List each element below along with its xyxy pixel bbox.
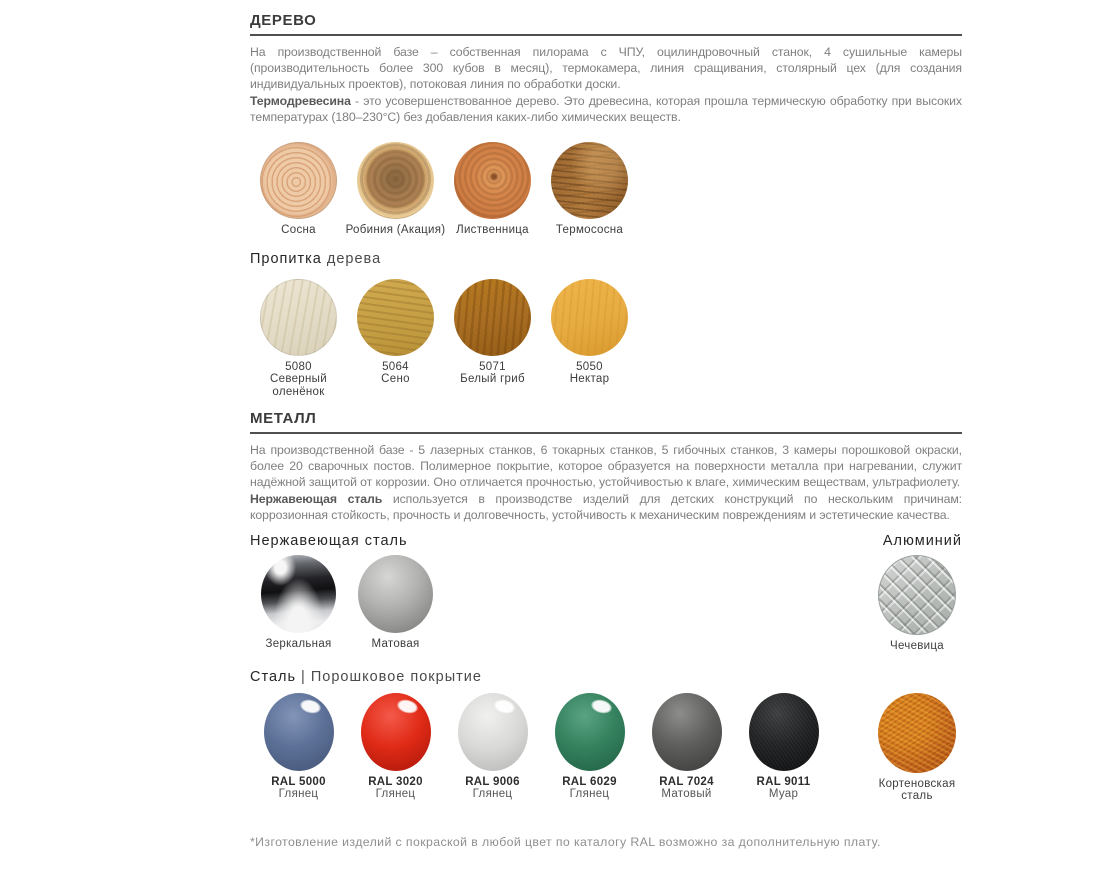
wood-description-block — [250, 44, 962, 125]
impregnation-5080-image — [260, 279, 337, 356]
wood-description: На производственной базе – собственная пилорама с ЧПУ, оцилиндровочный станок, 4 сушильные камеры (производительность более 300 кубов в месяц), термокамера, линия сращивания, столярный цех (для создания индивидуальных проектов), потоковая линия по обработки доски. — [250, 45, 962, 92]
ral-finish: Глянец — [569, 788, 610, 801]
metal-description-block — [250, 442, 962, 523]
impregnation-swatch-5050 — [541, 279, 638, 399]
ral-footnote: *Изготовление изделий с покраской в любой цвет по каталогу RAL возможно за дополнительную плату. — [250, 834, 881, 849]
impregnation-swatch-5064 — [347, 279, 444, 399]
impregnation-code: 5080 — [285, 360, 312, 373]
stainless-term: Нержавеющая сталь — [250, 491, 383, 506]
wood-species-row — [250, 142, 962, 237]
metal-section — [250, 410, 962, 803]
ral-code: RAL 7024 — [659, 775, 714, 788]
impregnation-swatch-5080 — [250, 279, 347, 399]
wood-swatch-pine — [250, 142, 347, 237]
impregnation-5050-image — [551, 279, 628, 356]
matte-steel-sphere-image — [358, 555, 433, 633]
aluminum-swatch — [872, 555, 962, 653]
ral-code: RAL 5000 — [271, 775, 326, 788]
thermopine-grain-image — [551, 142, 628, 219]
impregnation-name: Белый гриб — [460, 373, 525, 386]
wood-swatch-label: Робиния (Акация) — [345, 224, 446, 237]
robinia-cross-section-image — [357, 142, 434, 219]
impregnation-code: 5071 — [479, 360, 506, 373]
ral-7024-sphere-image — [652, 693, 722, 771]
stainless-swatch-mirror — [250, 555, 347, 653]
impregnation-5064-image — [357, 279, 434, 356]
metal-section-title: МЕТАЛЛ — [250, 410, 317, 428]
ral-swatch-6029 — [541, 693, 638, 803]
ral-finish: Матовый — [661, 788, 712, 801]
ral-finish: Глянец — [472, 788, 513, 801]
impregnation-swatch-5071 — [444, 279, 541, 399]
wood-section-title: ДЕРЕВО — [250, 12, 317, 29]
ral-9011-sphere-image — [749, 693, 819, 771]
ral-finish: Глянец — [278, 788, 319, 801]
ral-finish: Глянец — [375, 788, 416, 801]
stainless-aluminum-row — [250, 555, 962, 653]
ral-swatch-5000 — [250, 693, 347, 803]
ral-row — [250, 693, 962, 803]
powder-coating-heading: Сталь | Порошковое покрытие — [250, 668, 482, 685]
stainless-finish-label: Матовая — [371, 638, 420, 651]
ral-swatch-7024 — [638, 693, 735, 803]
stainless-heading: Нержавеющая сталь — [250, 533, 408, 550]
corten-swatch — [872, 693, 962, 803]
aluminum-texture-label: Чечевица — [890, 640, 944, 653]
impregnation-heading: Пропитка дерева — [250, 250, 382, 267]
ral-9006-sphere-image — [458, 693, 528, 771]
thermowood-description: Термодревесина - это усовершенствованное дерево. Это древесина, которая прошла термическую обработку при высоких температурах (180–230°С) без добавления каких-либо химических веществ. — [250, 93, 962, 124]
ral-code: RAL 9006 — [465, 775, 520, 788]
impregnation-row — [250, 279, 962, 399]
aluminum-checker-plate-image — [878, 555, 956, 635]
impregnation-code: 5050 — [576, 360, 603, 373]
metal-subheadings-row — [250, 533, 962, 550]
wood-swatch-label: Термососна — [555, 224, 624, 237]
stainless-finish-label: Зеркальная — [265, 638, 332, 651]
ral-code: RAL 6029 — [562, 775, 617, 788]
ral-swatch-9011 — [735, 693, 832, 803]
impregnation-code: 5064 — [382, 360, 409, 373]
larch-cross-section-image — [454, 142, 531, 219]
stainless-description: Нержавеющая сталь используется в производстве изделий для детских конструкций по нескольким причинам: коррозионная стойкость, прочность и долговечность, устойчивость к механическим повреждениям и эстетические качества. — [250, 491, 962, 522]
wood-swatch-robinia — [347, 142, 444, 237]
wood-section — [250, 12, 962, 398]
metal-section-divider — [250, 432, 962, 434]
ral-6029-sphere-image — [555, 693, 625, 771]
impregnation-5071-image — [454, 279, 531, 356]
ral-code: RAL 9011 — [756, 775, 811, 788]
ral-5000-sphere-image — [264, 693, 334, 771]
impregnation-name: Нектар — [569, 373, 610, 386]
wood-swatch-label: Лиственница — [456, 224, 529, 237]
pine-cross-section-image — [260, 142, 337, 219]
metal-description: На производственной базе - 5 лазерных станков, 6 токарных станков, 5 гибочных станков, 3 камеры порошковой окраски, более 20 сварочных постов. Полимерное покрытие, которое образуется на поверхности металла при нагревании, служит надёжной защитой от коррозии. Оно отличается прочностью, устойчивостью к влаге, химическим веществам, ультрафиолету. — [250, 443, 962, 490]
stainless-swatch-matte — [347, 555, 444, 653]
wood-section-divider — [250, 34, 962, 36]
wood-swatch-thermopine — [541, 142, 638, 237]
page-content — [250, 0, 962, 849]
aluminum-heading: Алюминий — [882, 533, 962, 550]
corten-steel-image — [878, 693, 956, 773]
impregnation-name: Сено — [381, 373, 410, 386]
ral-3020-sphere-image — [361, 693, 431, 771]
wood-swatch-label: Сосна — [281, 224, 316, 237]
corten-label: Кортеновская сталь — [878, 777, 956, 803]
wood-swatch-larch — [444, 142, 541, 237]
ral-swatch-3020 — [347, 693, 444, 803]
ral-code: RAL 3020 — [368, 775, 423, 788]
thermowood-term: Термодревесина — [250, 93, 351, 108]
ral-finish: Муар — [768, 788, 799, 801]
mirror-steel-sphere-image — [261, 555, 336, 633]
impregnation-name: Северный оленёнок — [270, 373, 327, 398]
ral-swatch-9006 — [444, 693, 541, 803]
